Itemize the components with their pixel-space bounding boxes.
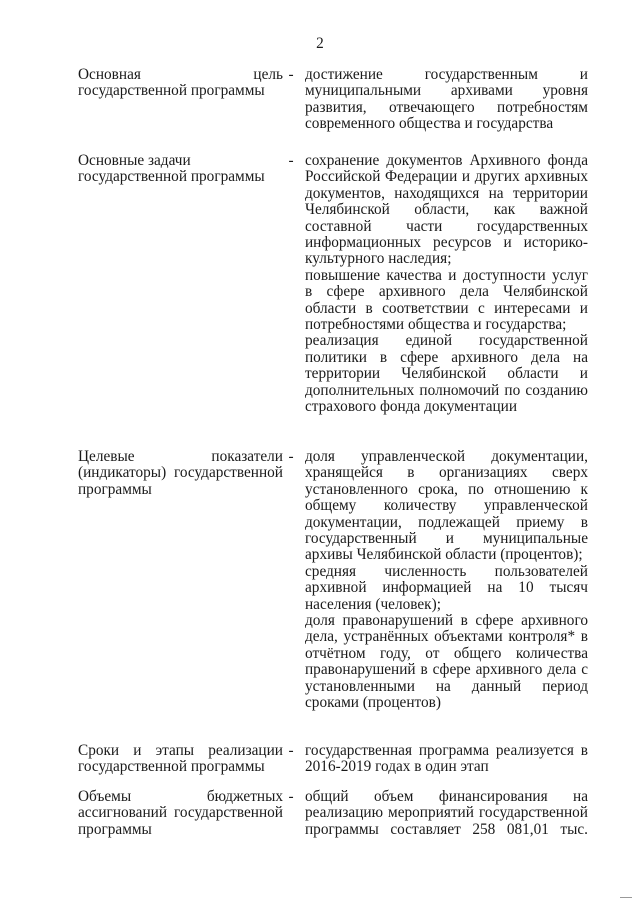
- value-paragraph: государственная программа реализуется в 2016-2019 годах в один этап: [305, 742, 588, 776]
- row-label-line: Основные задачи: [78, 152, 191, 169]
- value-paragraph: общий объем финансирования на реализацию мероприятий государственной программы составляет 258 081,01 тыс.: [305, 788, 588, 838]
- scan-edge-mark: [620, 897, 632, 898]
- row-value: [305, 153, 588, 416]
- row-value: [305, 67, 588, 133]
- row-dash: -: [288, 788, 294, 805]
- row-label-line: программы: [78, 820, 152, 838]
- value-paragraph: повышение качества и доступности услуг в сфере архивного дела Челябинской области в соответствии с интересами и потребностями общества и государства;: [305, 266, 588, 334]
- value-paragraph: доля правонарушений в сфере архивного дела, устранённых объектами контроля* в отчётном году, от общего количества правонарушений в сфере архивного дела с установленными на данный период сроками (процентов): [305, 612, 588, 712]
- row-value: [305, 743, 588, 776]
- row-dash: -: [288, 448, 294, 465]
- value-paragraph: доля управленческой документации, хранящейся в организациях сверх установленного срока, по отношению к общему количеству управленческой документации, подлежащей приему в государственный и муниципальные архивы Челябинской области (процентов);: [305, 448, 588, 564]
- row-label-line: Целевые показатели: [78, 448, 283, 465]
- row-label-line: государственной программы: [78, 758, 265, 776]
- row-dash: -: [288, 66, 294, 83]
- row-label: [78, 743, 283, 776]
- row-value: [305, 449, 588, 712]
- value-paragraph: достижение государственным и муниципальными архивами уровня развития, отвечающего потребностям современного общества и государства: [305, 66, 588, 133]
- row-label-line: государственной программы: [78, 168, 265, 186]
- value-paragraph: реализация единой государственной политики в сфере архивного дела на территории Челябинской области и дополнительных полномочий по созданию страхового фонда документации: [305, 332, 588, 416]
- row-label-line: ассигнований государственной: [78, 804, 283, 822]
- row-dash: -: [288, 742, 294, 759]
- value-paragraph: средняя численность пользователей архивной информацией на 10 тысяч населения (человек);: [305, 562, 588, 613]
- row-label: [78, 153, 283, 186]
- row-label-line: государственной программы: [78, 82, 265, 100]
- row-label-line: Объемы бюджетных: [78, 788, 283, 805]
- row-label-line: Основная цель: [78, 66, 283, 83]
- row-label: [78, 67, 283, 100]
- row-label-line: программы: [78, 480, 152, 498]
- row-label: [78, 789, 283, 838]
- row-value: [305, 789, 588, 838]
- row-dash: -: [288, 152, 294, 169]
- row-label-line: Сроки и этапы реализации: [78, 742, 283, 759]
- page-number: 2: [316, 35, 324, 52]
- value-paragraph: сохранение документов Архивного фонда Российской Федерации и других архивных документов, находящихся на территории Челябинской области, как важной составной части государственных информационных ресурсов и историко-культурного наследия;: [305, 152, 588, 268]
- row-label-line: (индикаторы) государственной: [78, 464, 283, 482]
- row-label: [78, 449, 283, 498]
